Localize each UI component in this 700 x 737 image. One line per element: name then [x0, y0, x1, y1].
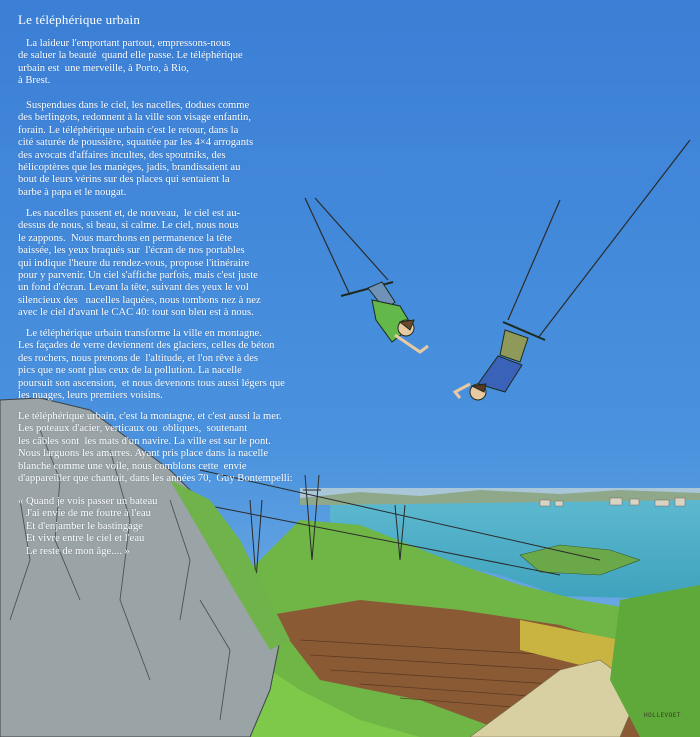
- artist-signature: HOLLEVOET: [644, 712, 682, 719]
- poem-quote: « Quand je vois passer un bateau J'ai envie de me foutre à l'eau Et d'enjamber le bastingage Et vivre entre le ciel et l'eau Le reste de mon âge.... »: [18, 496, 158, 557]
- paragraph-5: Le téléphérique urbain, c'est la montagne, et c'est aussi la mer. Les poteaux d'acier, verticaux ou obliques, soutenant les câbles sont les mats d'un navire. La ville est sur le pont. Nous larguons les amarres. Ayant pris place dans la nacelle blanche comme une voile, nous comblons cette envie d'appareiller que chantait, dans les années 70, Guy Bontempelli:: [18, 411, 293, 485]
- paragraph-4: Le téléphérique urbain transforme la ville en montagne. Les façades de verre deviennent des glaciers, celles de béton des rochers, nous prenons de l'altitude, et l'on rêve à des pics que ne sont plus ceux de la pollution. La nacelle poursuit son ascension, et nous devenons tous aussi légers que les nuages, leurs premiers voisins.: [18, 328, 285, 402]
- paragraph-2: Suspendues dans le ciel, les nacelles, dodues comme des berlingots, redonnent à la ville son visage enfantin, forain. Le téléphérique urbain c'est le retour, dans la cité saturée de poussière, squattée par les 4×4 arrogants des avocats d'affaires incultes, des spoutniks, des hélicoptères que les manèges, jadis, brandissaient au bout de leurs vérins sur des places qui sentaient la barbe à papa et le nougat.: [18, 100, 254, 198]
- paragraph-1: La laideur l'emportant partout, empressons-nous de saluer la beauté quand elle passe. Le téléphérique urbain est une merveille, à Porto, à Rio, à Brest.: [18, 38, 243, 87]
- paragraph-3: Les nacelles passent et, de nouveau, le ciel est au- dessus de nous, si beau, si calme. Le ciel, nous nous le zappons. Nous marchons en permanence la tête baissée, les yeux braqués sur l'écran de nos portables qui indique l'heure du rendez-vous, propose l'itinéraire pour y parvenir. Un ciel s'affiche parfois, mais c'est juste un fond d'écran. Levant la tête, suivant des yeux le vol silencieux des nacelles laquées, nous tombons nez à nez avec le ciel d'avant le CAC 40: tout son bleu est à nous.: [18, 208, 261, 319]
- article-title: Le téléphérique urbain: [18, 12, 141, 27]
